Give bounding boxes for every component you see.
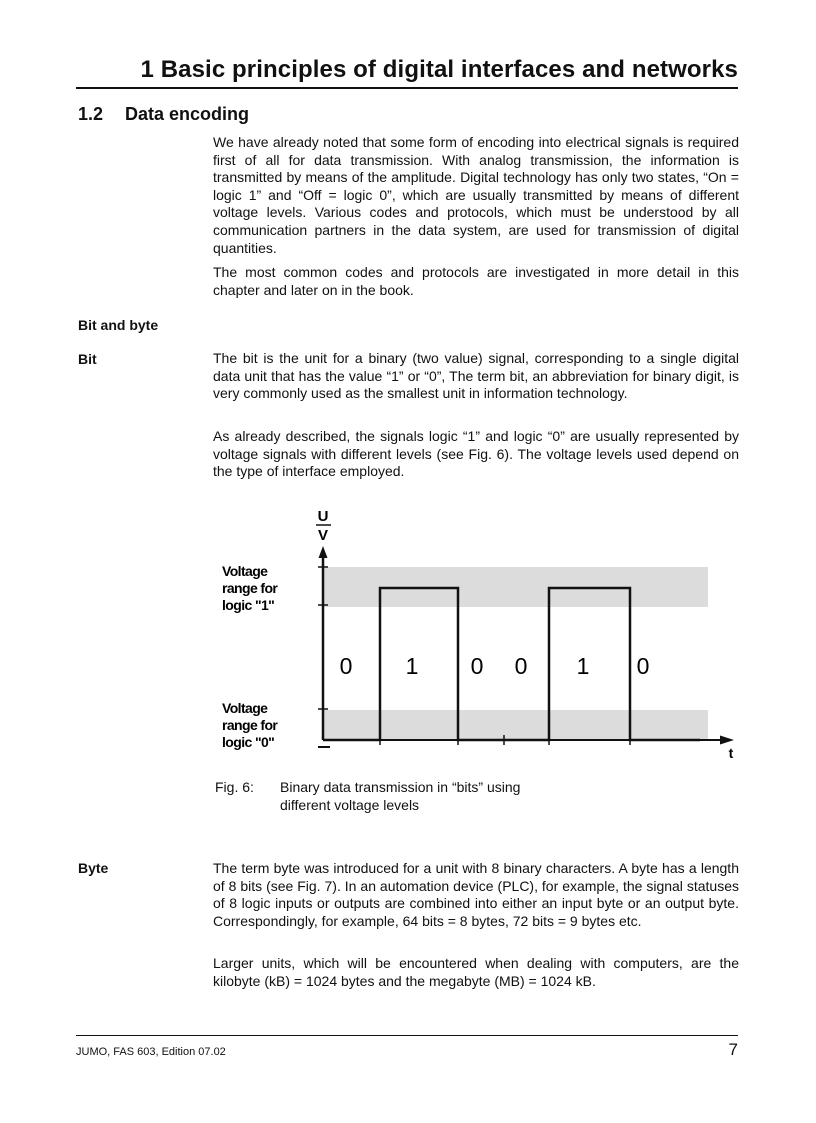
bit-paragraph-1: The bit is the unit for a binary (two value) signal, corresponding to a single digital data unit that has the value “1” or “0”, The term bit, an abbreviation for binary digit, is very commonly used as the smallest unit in information technology. bbox=[213, 350, 739, 402]
y-axis-arrow-icon bbox=[319, 546, 328, 558]
high-range-label-line: logic "1" bbox=[222, 597, 275, 613]
high-range-label-line: range for bbox=[222, 580, 278, 596]
chapter-title: 1 Basic principles of digital interfaces and networks bbox=[140, 56, 738, 83]
bit-digit: 0 bbox=[339, 653, 353, 679]
y-axis-label-numerator: U bbox=[317, 508, 329, 525]
bit-digit: 0 bbox=[514, 653, 528, 679]
high-range-label-line: Voltage bbox=[222, 563, 268, 579]
bit-paragraph-2: As already described, the signals logic “1” and logic “0” are usually represented by voltage signals with different levels (see Fig. 6). The voltage levels used depend on the type of interface employed. bbox=[213, 428, 739, 480]
byte-paragraph-1: The term byte was introduced for a unit with 8 binary characters. A byte has a length of 8 bits (see Fig. 7). In an automation device (PLC), for example, the signal statuses of 8 logic inputs or outputs are combined into either an input byte or an output byte. Correspondingly, for example, 64 bits = 8 bytes, 72 bits = 9 bytes etc. bbox=[213, 860, 739, 929]
intro-paragraph-2: The most common codes and protocols are investigated in more detail in this chapter and later on in the book. bbox=[213, 264, 739, 298]
low-range-label-line: logic "0" bbox=[222, 734, 275, 750]
figure-caption-line-2: different voltage levels bbox=[280, 797, 420, 813]
side-heading-byte: Byte bbox=[78, 860, 109, 876]
byte-paragraph-2: Larger units, which will be encountered when dealing with computers, are the kilobyte (kB) = 1024 bytes and the megabyte (MB) = 1024 kB. bbox=[213, 955, 739, 989]
page-number: 7 bbox=[728, 1040, 738, 1059]
side-heading-bit-and-byte: Bit and byte bbox=[78, 317, 159, 333]
figure-caption-label: Fig. 6: bbox=[215, 779, 254, 795]
y-axis-label-denominator: V bbox=[317, 527, 329, 544]
x-axis-arrow-icon bbox=[720, 736, 734, 745]
bit-digit: 1 bbox=[405, 653, 419, 679]
bit-digit: 0 bbox=[636, 653, 650, 679]
side-heading-bit: Bit bbox=[78, 351, 97, 367]
low-range-label-line: Voltage bbox=[222, 700, 268, 716]
bit-digit: 0 bbox=[470, 653, 484, 679]
footer-edition: JUMO, FAS 603, Edition 07.02 bbox=[76, 1046, 226, 1058]
figure-caption-line-1: Binary data transmission in “bits” using bbox=[280, 779, 521, 795]
x-axis-label: t bbox=[728, 745, 734, 761]
section-number: 1.2 bbox=[78, 104, 104, 124]
footer-rule bbox=[76, 1035, 738, 1036]
intro-paragraph-1: We have already noted that some form of encoding into electrical signals is required first of all for data transmission. With analog transmission, the information is transmitted by means of the amplitude. Digital technology has only two states, “On = logic 1” and “Off = logic 0”, which are usually transmitted by means of different voltage levels. Various codes and protocols, which must be understood by all communication partners in the data system, are used for transmission of digital quantities. bbox=[213, 134, 739, 256]
low-range-label-line: range for bbox=[222, 717, 278, 733]
bit-digit: 1 bbox=[576, 653, 590, 679]
section-title: Data encoding bbox=[125, 104, 250, 124]
